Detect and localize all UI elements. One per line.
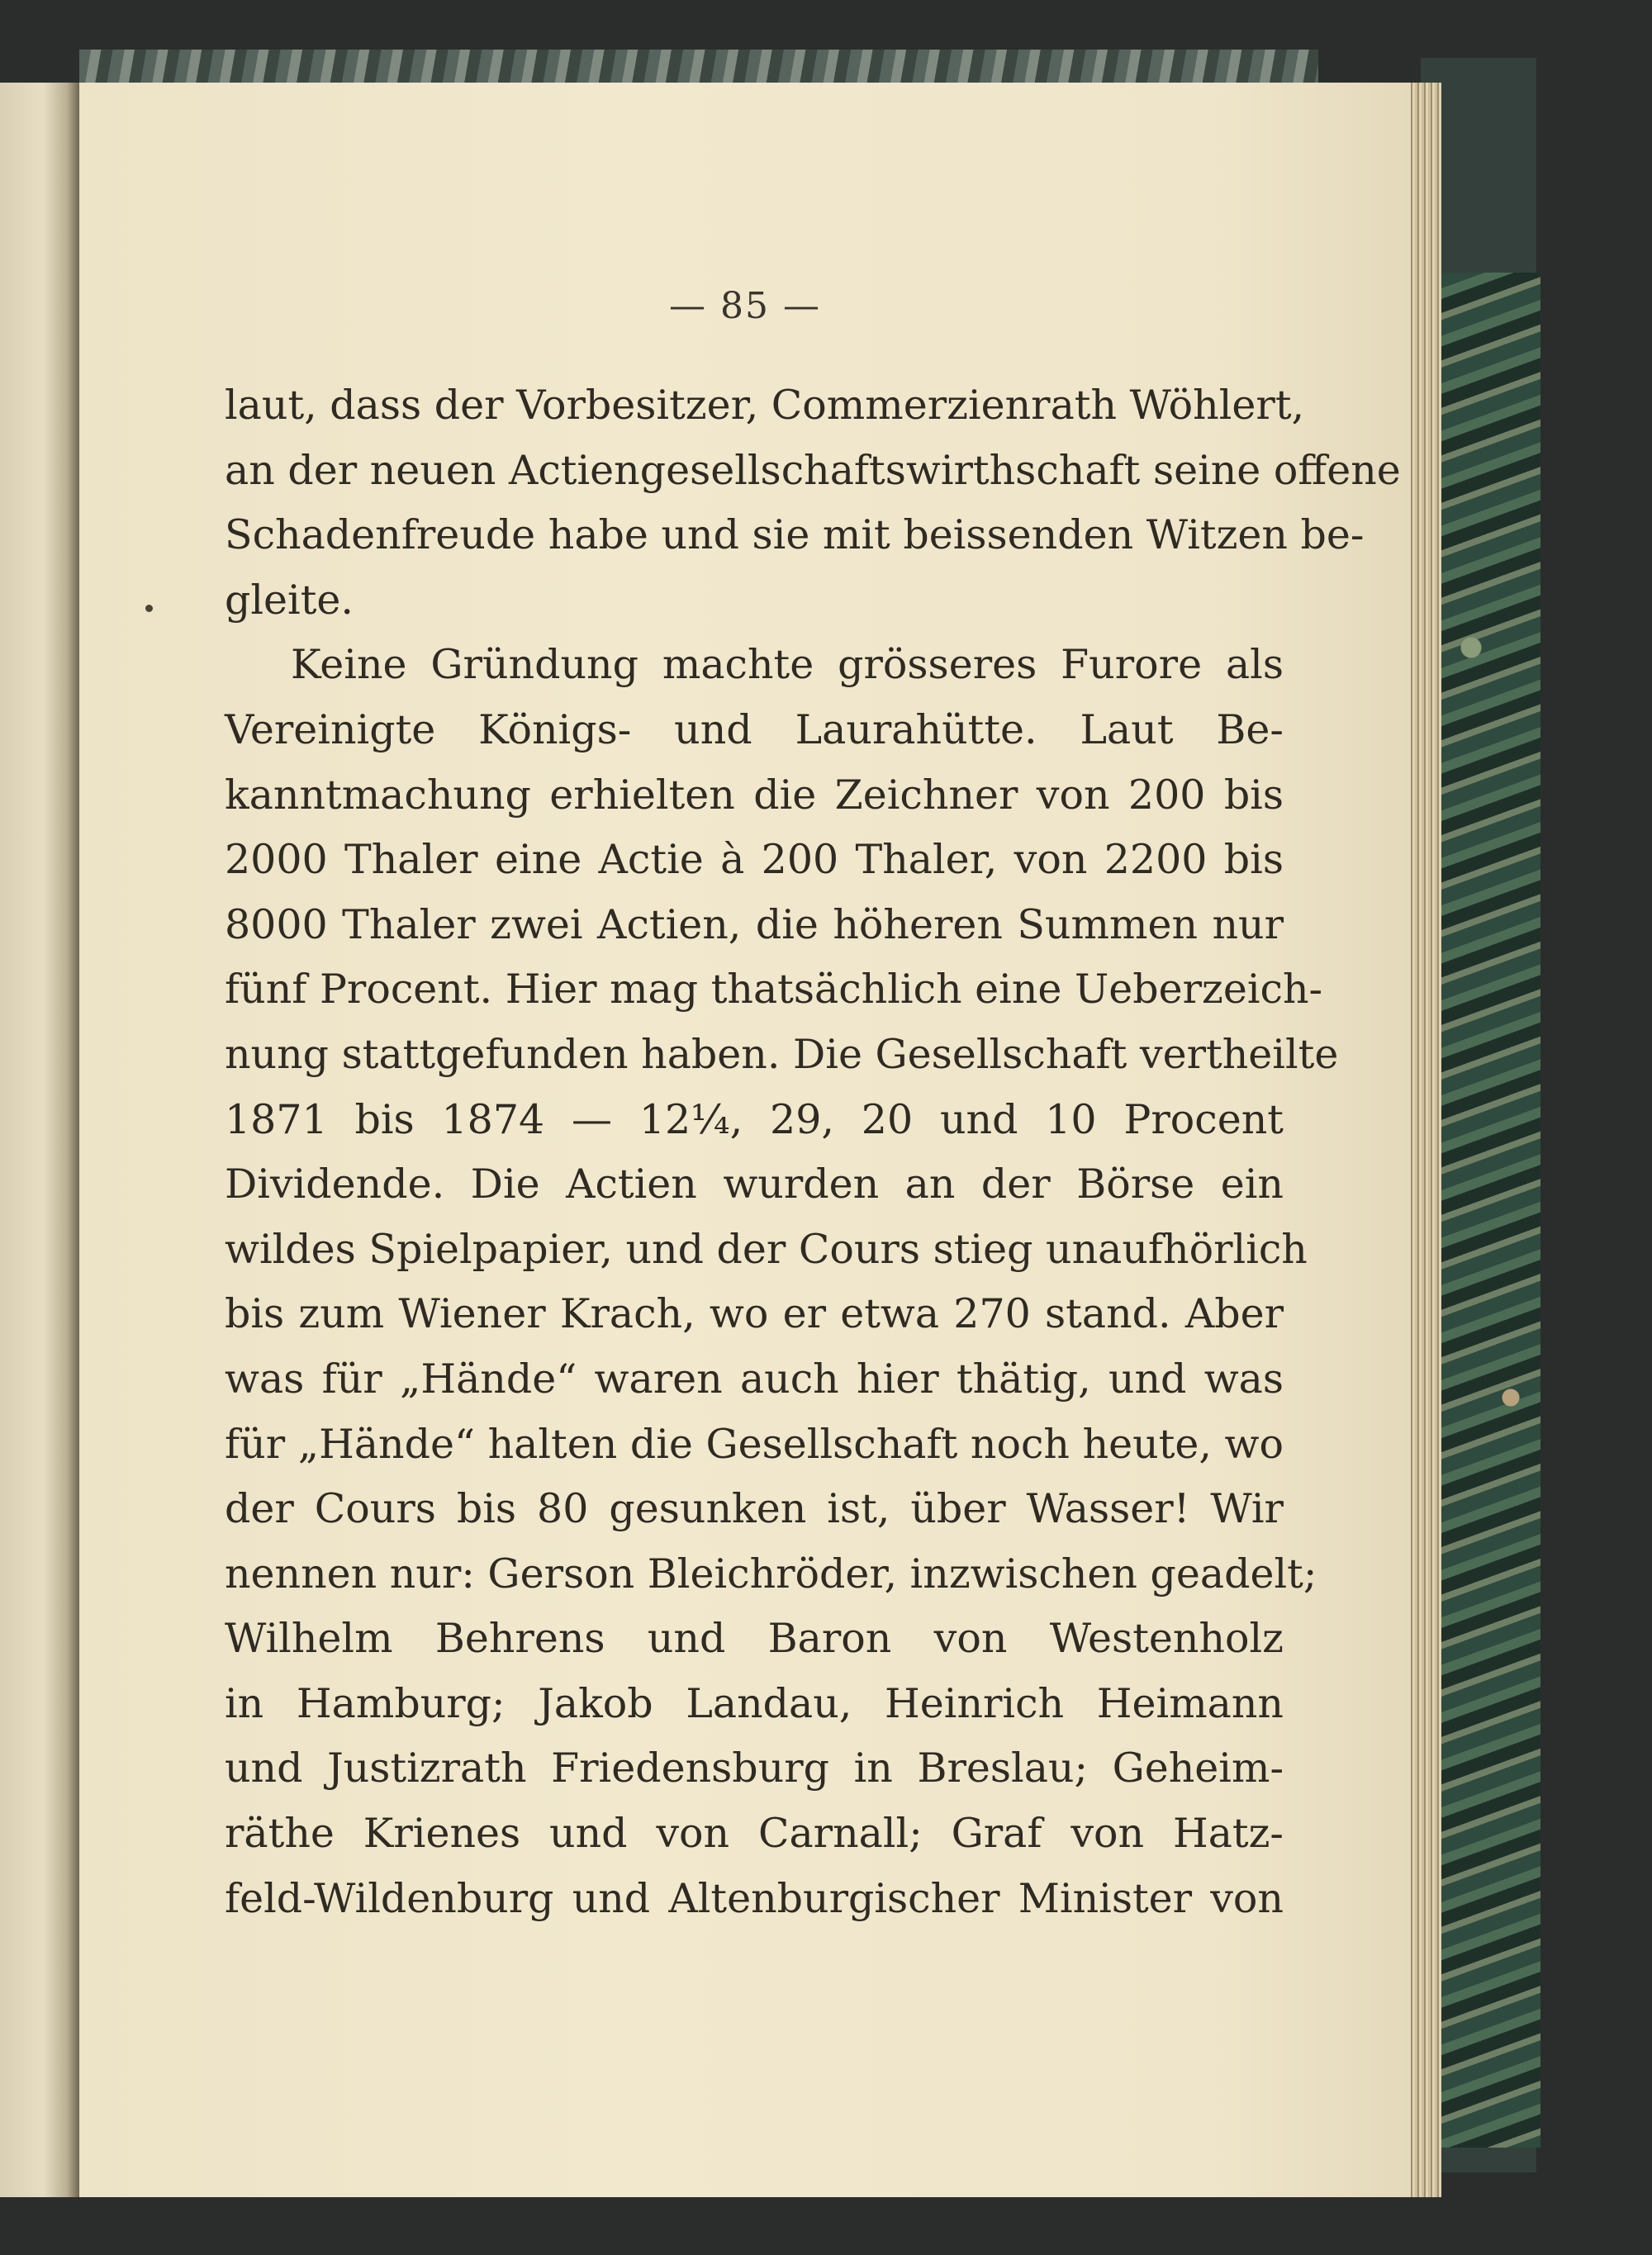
text-line: der Cours bis 80 gesunken ist, über Wasser! Wir — [225, 1485, 1284, 1533]
text-line: bis zum Wiener Krach, wo er etwa 270 stand. Aber — [225, 1290, 1284, 1338]
page-edges — [1408, 83, 1441, 2197]
text-line: für „Hände“ halten die Gesellschaft noch heute, wo — [225, 1420, 1284, 1468]
text-line: 8000 Thaler zwei Actien, die höheren Summen nur — [225, 900, 1284, 948]
left-page-edge — [0, 83, 79, 2197]
text-line: räthe Krienes und von Carnall; Graf von Hatz- — [225, 1810, 1284, 1858]
text-line: nennen nur: Gerson Bleichröder, inzwischen geadelt; — [225, 1550, 1317, 1597]
text-line: kanntmachung erhielten die Zeichner von 200 bis — [225, 771, 1284, 819]
text-line: feld-Wildenburg und Altenburgischer Minister von — [225, 1874, 1284, 1922]
ink-speck — [145, 605, 153, 612]
book-page — [79, 83, 1411, 2197]
text-line: 2000 Thaler eine Actie à 200 Thaler, von 2200 bis — [225, 836, 1284, 884]
text-line: nung stattgefunden haben. Die Gesellschaft vertheilte — [225, 1030, 1339, 1078]
text-line: Wilhelm Behrens und Baron von Westenholz — [225, 1615, 1284, 1663]
text-line: gleite. — [225, 576, 354, 624]
marbled-cover — [1441, 273, 1540, 2148]
body-text — [225, 373, 1401, 1931]
text-line: Vereinigte Königs- und Laurahütte. Laut Be- — [225, 705, 1284, 753]
text-line: Dividende. Die Actien wurden an der Börse ein — [225, 1161, 1284, 1208]
page-number: — 85 — — [669, 285, 821, 327]
text-line: und Justizrath Friedensburg in Breslau; Geheim- — [225, 1745, 1284, 1792]
text-line: Keine Gründung machte grösseres Furore als — [291, 641, 1284, 689]
text-line: was für „Hände“ waren auch hier thätig, und was — [225, 1355, 1284, 1403]
text-line: in Hamburg; Jakob Landau, Heinrich Heimann — [225, 1679, 1284, 1727]
text-line: Schadenfreude habe und sie mit beissenden Witzen be- — [225, 511, 1365, 559]
text-line: 1871 bis 1874 — 12¼, 29, 20 und 10 Procent — [225, 1095, 1284, 1143]
text-line: laut, dass der Vorbesitzer, Commerzienrath Wöhlert, — [225, 382, 1305, 429]
text-line: fünf Procent. Hier mag thatsächlich eine Ueberzeich- — [225, 966, 1323, 1014]
text-line: an der neuen Actiengesellschaftswirthschaft seine offene — [225, 446, 1401, 494]
text-line: wildes Spielpapier, und der Cours stieg unaufhörlich — [225, 1225, 1308, 1273]
